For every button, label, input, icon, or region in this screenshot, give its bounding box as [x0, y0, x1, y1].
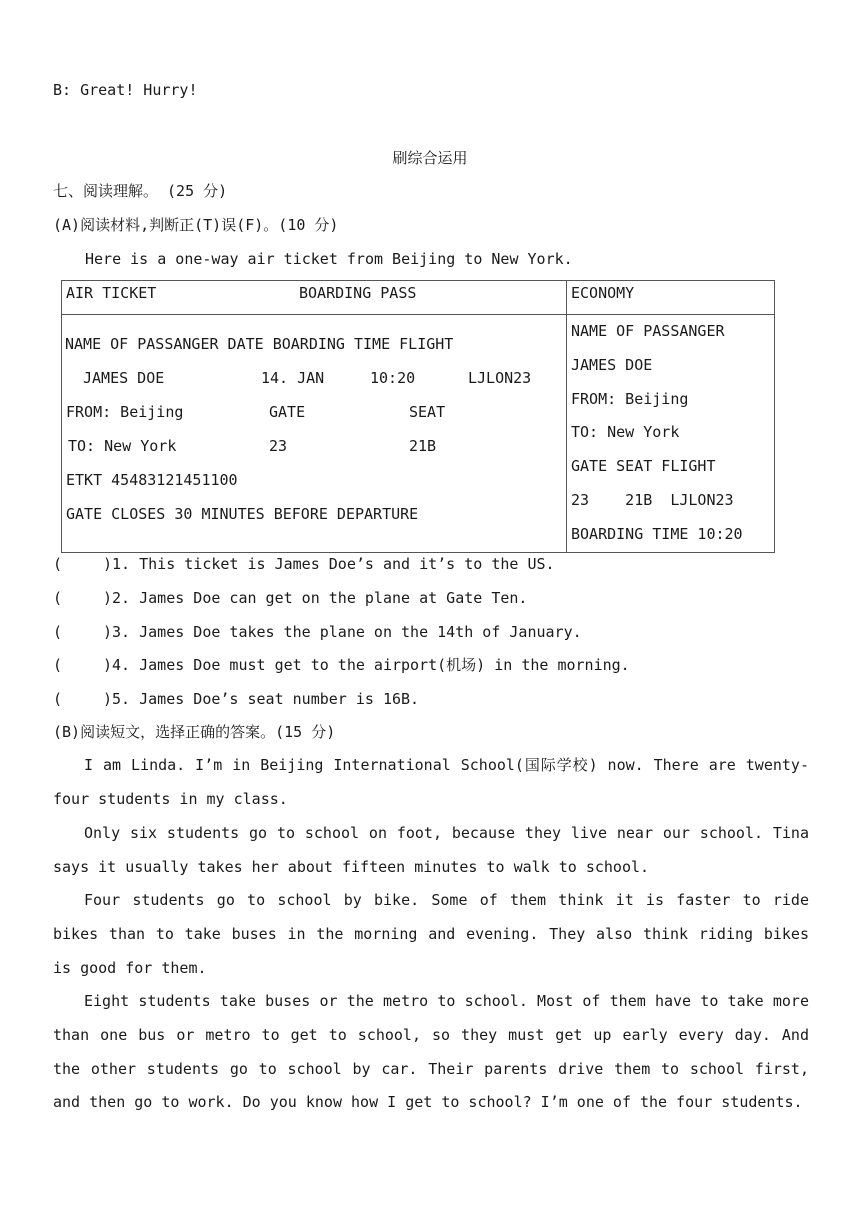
question-text: James Doe can get on the plane at Gate Ten. — [139, 589, 528, 607]
passage-paragraph-4 — [53, 985, 809, 1120]
question-number: )1. — [103, 555, 131, 573]
question-a5 — [53, 689, 419, 709]
stub-line: TO: New York — [571, 423, 680, 442]
boarding-time: 10:20 — [370, 369, 416, 387]
gate-closes-note: GATE CLOSES 30 MINUTES BEFORE DEPARTURE — [66, 505, 419, 523]
paragraph-text: Four students go to school by bike. Some of them think it is faster to ride bikes than to take buses in the morning and evening. They also think riding bikes is good for them. — [53, 891, 809, 977]
economy-label: ECONOMY — [571, 284, 635, 302]
part-b-instruction: (B)阅读短文，选择正确的答案。(15 分) — [53, 723, 336, 741]
seat-number: 21B — [409, 437, 437, 455]
question-number: )3. — [103, 623, 131, 641]
from-city: FROM: Beijing — [66, 403, 184, 421]
question-number: )2. — [103, 589, 131, 607]
stub-line: JAMES DOE — [571, 355, 653, 374]
question-a1 — [53, 554, 555, 574]
paragraph-text: Eight students take buses or the metro to school. Most of them have to take more than one bus or metro to get to school, so they must get up early every day. And the other students go to school by car. Their parents drive them to school first, and then go to work. Do you know how I get to school? I’m one of the four students. — [53, 992, 809, 1112]
question-a4 — [53, 655, 630, 675]
seat-label: SEAT — [409, 403, 446, 421]
question-number: )5. — [103, 690, 131, 708]
question-a2 — [53, 588, 527, 608]
etkt-number: ETKT 45483121451100 — [66, 471, 238, 489]
stub-line: NAME OF PASSANGER — [571, 322, 725, 340]
flight-number: LJLON23 — [468, 369, 532, 387]
part-title: 七、阅读理解。 (25 分) — [53, 182, 228, 200]
air-ticket-label: AIR TICKET — [66, 284, 157, 302]
question-text: James Doe’s seat number is 16B. — [139, 690, 420, 708]
passenger-name: JAMES DOE — [83, 369, 165, 387]
question-number: )4. — [103, 656, 131, 674]
answer-blank[interactable]: ( — [53, 589, 63, 607]
question-text: James Doe takes the plane on the 14th of January. — [139, 623, 582, 641]
part-a-intro: Here is a one-way air ticket from Beijing to New York. — [85, 250, 573, 268]
dialogue-line: B: Great! Hurry! — [53, 81, 198, 99]
to-city: TO: New York — [68, 437, 177, 455]
ticket-header-row: NAME OF PASSANGER DATE BOARDING TIME FLIGHT — [65, 335, 454, 353]
gate-number: 23 — [269, 437, 288, 455]
gate-label: GATE — [269, 403, 306, 421]
air-ticket-table — [61, 280, 775, 553]
paragraph-text: Only six students go to school on foot, because they live near our school. Tina says it usually takes her about fifteen minutes to walk to school. — [53, 824, 809, 876]
stub-line: GATE SEAT FLIGHT — [571, 457, 716, 476]
section-heading: 刷综合运用 — [392, 149, 468, 167]
answer-blank[interactable]: ( — [53, 555, 63, 573]
flight-date: 14. JAN — [261, 369, 325, 387]
answer-blank[interactable]: ( — [53, 690, 63, 708]
answer-blank[interactable]: ( — [53, 656, 63, 674]
question-a3 — [53, 622, 582, 642]
answer-blank[interactable]: ( — [53, 623, 63, 641]
economy-cell — [567, 281, 775, 315]
boarding-pass-label: BOARDING PASS — [299, 284, 417, 302]
passage-paragraph-2 — [53, 817, 809, 885]
stub-line: FROM: Beijing — [571, 389, 689, 408]
stub-line: BOARDING TIME 10:20 — [571, 524, 743, 543]
ticket-stub-cell — [567, 315, 775, 553]
passage-paragraph-3 — [53, 884, 809, 985]
question-text: This ticket is James Doe’s and it’s to the US. — [139, 555, 555, 573]
ticket-header-cell — [62, 281, 567, 315]
question-text: James Doe must get to the airport(机场) in the morning. — [139, 656, 630, 674]
stub-line: 23 21B LJLON23 — [571, 490, 734, 509]
paragraph-text: I am Linda. I’m in Beijing International School(国际学校) now. There are twenty-four students in my class. — [53, 756, 809, 808]
passage-paragraph-1 — [53, 749, 809, 817]
part-a-instruction: (A)阅读材料,判断正(T)误(F)。(10 分) — [53, 216, 339, 234]
ticket-main-cell — [62, 315, 567, 553]
